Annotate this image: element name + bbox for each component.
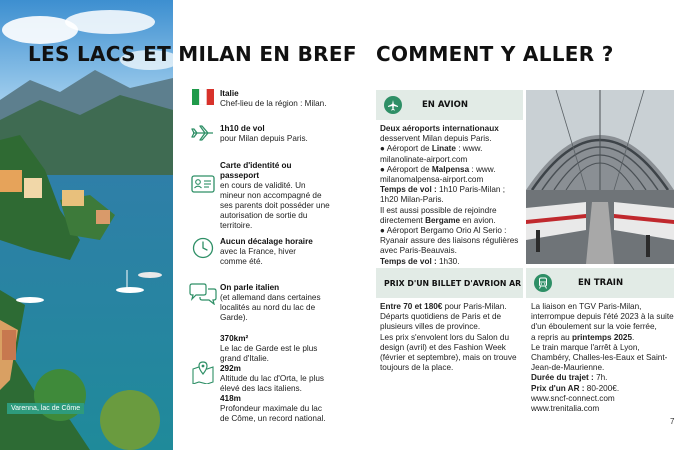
fact-figure-text: Le lac de Garde est le plus grand d'Italie. xyxy=(220,344,318,363)
fact-figure-text: Profondeur maximale du lac de Côme, un record national. xyxy=(220,404,326,423)
fact-country xyxy=(186,89,346,109)
clock-icon xyxy=(192,237,214,259)
price-line: Départs quotidiens de Paris et de xyxy=(380,312,502,322)
price-line: plusieurs villes de province. xyxy=(380,322,481,332)
fact-figure-value: 292m xyxy=(220,364,241,373)
fact-figure-value: 418m xyxy=(220,394,241,403)
plane-line: directement xyxy=(380,215,426,225)
plane-line: ● Aéroport Bergamo Orio Al Serio : xyxy=(380,226,507,236)
fact-language xyxy=(186,283,346,323)
speech-bubbles-icon xyxy=(188,283,218,305)
plane-airport-linate: Linate xyxy=(431,144,456,154)
train-price: 80-200€. xyxy=(584,383,620,393)
plane-line: : www. xyxy=(469,164,496,174)
train-link-sncf: www.sncf-connect.com xyxy=(531,393,615,403)
train-box-header xyxy=(526,268,674,298)
fact-timezone xyxy=(186,237,346,267)
plane-link-linate: milanolinate-airport.com xyxy=(380,154,468,164)
plane-box-label: EN AVION xyxy=(422,100,468,110)
train-box-body xyxy=(531,302,676,414)
id-card-icon xyxy=(191,175,215,193)
station-illustration xyxy=(526,90,674,264)
train-station-photo xyxy=(526,90,674,264)
fact-figure-value: 370km² xyxy=(220,334,249,343)
fact-text: pour Milan depuis Paris. xyxy=(220,134,308,143)
plane-flight-time-label: Temps de vol : xyxy=(380,256,437,266)
page-title-left: LES LACS ET MILAN EN BREF xyxy=(28,42,357,66)
plane-flight-time-label: Temps de vol : xyxy=(380,185,437,195)
train-duration: 7h. xyxy=(593,373,608,383)
train-line: . xyxy=(632,332,635,342)
plane-bergame: Bergame xyxy=(425,215,461,225)
plane-line: ● Aéroport de xyxy=(380,144,432,154)
fact-flight xyxy=(186,124,346,144)
train-line: Chambéry, Challes-les-Eaux et Saint- xyxy=(531,353,668,363)
price-box-label: PRIX D'UN BILLET D'AVRION AR xyxy=(384,278,522,288)
price-line: (février et septembre), mais on trouve xyxy=(380,353,517,363)
lake-photo xyxy=(0,0,173,450)
price-box-header xyxy=(376,268,523,298)
train-line: Le train marque l'arrêt à Lyon, xyxy=(531,342,640,352)
plane-link-malpensa: milanomalpensa-airport.com xyxy=(380,175,484,185)
plane-line: avec Paris-Beauvais. xyxy=(380,246,457,256)
airplane-icon xyxy=(387,99,399,111)
fact-text: en cours de validité. Un mineur non accompagné de ses parents doit posséder une autorisation de sortie du territoire. xyxy=(220,181,330,230)
train-price-label: Prix d'un AR : xyxy=(531,383,585,393)
plane-box-header xyxy=(376,90,523,120)
fact-text: Chef-lieu de la région : Milan. xyxy=(220,99,327,108)
train-icon xyxy=(537,277,549,289)
plane-intro: desservent Milan depuis Paris. xyxy=(380,134,492,144)
plane-line: 1h30. xyxy=(436,256,460,266)
page-number: 7 xyxy=(670,417,675,426)
plane-airport-malpensa: Malpensa xyxy=(431,164,470,174)
plane-line: Ryanair assure des liaisons régulières xyxy=(380,236,519,246)
italy-flag-icon xyxy=(192,89,214,105)
train-box-label: EN TRAIN xyxy=(578,278,624,288)
fact-text: (et allemand dans certaines localités au nord du lac de Garde). xyxy=(220,293,321,322)
plane-line: Il est aussi possible de rejoindre xyxy=(380,205,497,215)
train-duration-label: Durée du trajet : xyxy=(531,373,594,383)
train-link-trenitalia: www.trenitalia.com xyxy=(531,404,600,414)
plane-badge-icon xyxy=(384,96,402,114)
price-line: pour Paris-Milan. xyxy=(442,302,507,311)
lake-illustration xyxy=(0,0,173,450)
fact-documents xyxy=(186,161,346,231)
train-line: a repris au xyxy=(531,332,572,342)
fact-strong: Carte d'identité ou passeport xyxy=(220,161,292,180)
plane-line: en avion. xyxy=(460,215,496,225)
price-line: Les prix s'envolent lors du Salon du xyxy=(380,332,510,342)
price-range: Entre 70 et 180€ xyxy=(380,302,443,311)
fact-strong: Aucun décalage horaire xyxy=(220,237,313,246)
fact-strong: 1h10 de vol xyxy=(220,124,265,133)
airplane-icon xyxy=(191,124,215,142)
photo-caption: Varenna, lac de Côme xyxy=(7,403,84,414)
train-badge-icon xyxy=(534,274,552,292)
plane-line: : www. xyxy=(455,144,483,154)
train-resume-date: printemps 2025 xyxy=(571,332,633,342)
fact-strong: Italie xyxy=(220,89,239,98)
plane-line: ● Aéroport de xyxy=(380,164,432,174)
plane-line: 1h20 Milan-Paris. xyxy=(380,195,444,205)
page-title-right: COMMENT Y ALLER ? xyxy=(376,42,614,66)
map-pin-icon xyxy=(192,360,214,384)
train-line: interrompue depuis l'été 2023 à la suite xyxy=(531,312,674,322)
price-line: toujours de la place. xyxy=(380,363,454,373)
price-line: design (avril) et des Fashion Week xyxy=(380,342,506,352)
train-line: La liaison en TGV Paris-Milan, xyxy=(531,302,642,311)
plane-intro-strong: Deux aéroports internationaux xyxy=(380,124,499,133)
fact-strong: On parle italien xyxy=(220,283,280,292)
price-box-body xyxy=(380,302,525,373)
train-line: d'un éboulement sur la voie ferrée, xyxy=(531,322,657,332)
plane-box-body xyxy=(380,124,523,267)
train-line: Jean-de-Maurienne. xyxy=(531,363,605,373)
plane-line: 1h10 Paris-Milan ; xyxy=(436,185,505,195)
fact-figure-text: Altitude du lac d'Orta, le plus élevé des lacs italiens. xyxy=(220,374,324,393)
fact-figures xyxy=(186,334,346,424)
fact-text: avec la France, hiver comme été. xyxy=(220,247,296,266)
